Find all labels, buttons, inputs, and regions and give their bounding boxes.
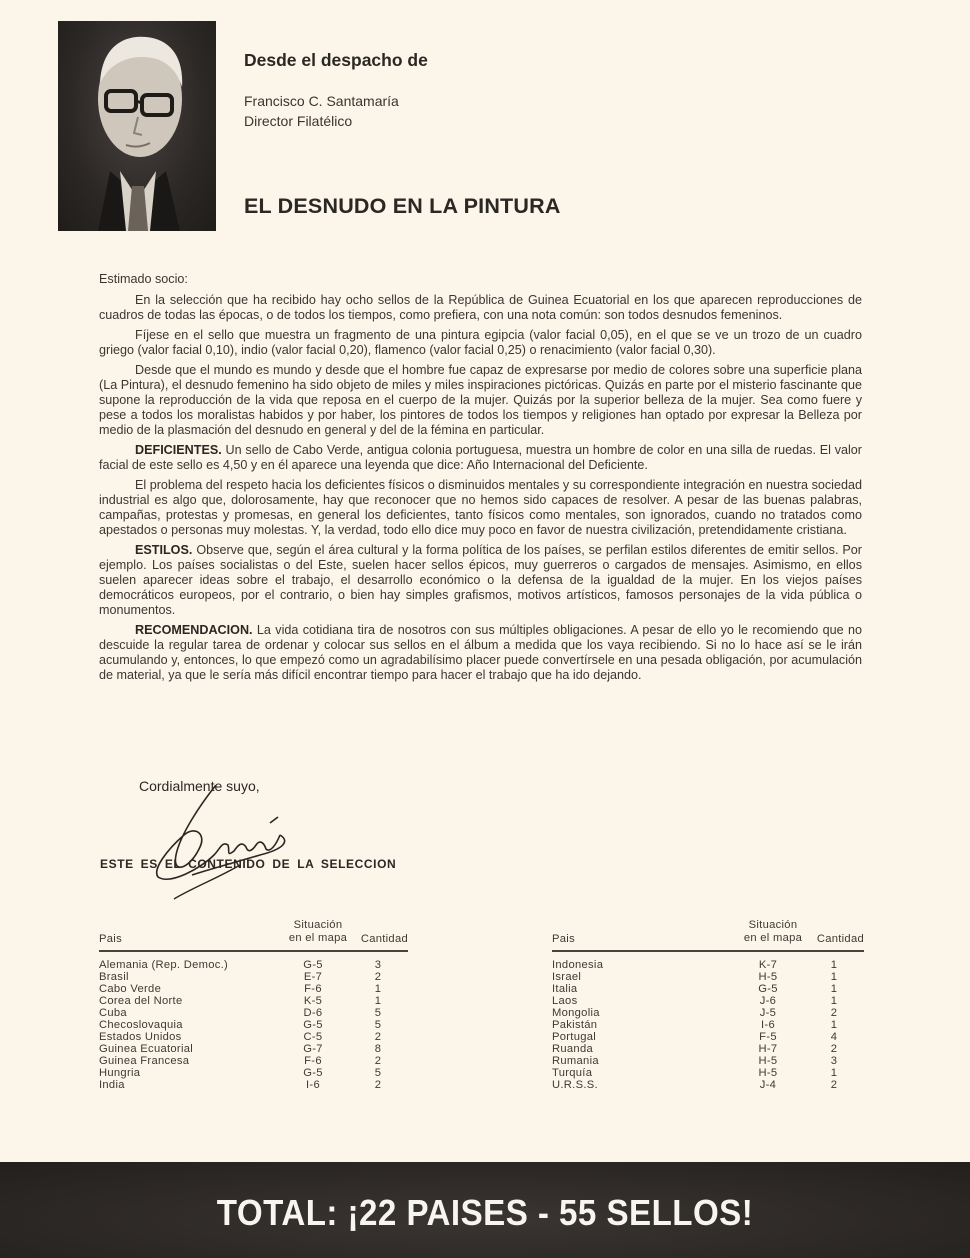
- location-cell: G-5: [303, 1067, 323, 1079]
- paragraph-text: En la selección que ha recibido hay ocho sellos de la República de Guinea Ecuatorial en los que aparecen reproducciones de cuadros de todas las épocas, o de todos los tiempos, como prefiera, con una nota común: son todos desnudos femeninos.: [99, 293, 862, 322]
- table-row: [99, 1031, 408, 1043]
- quantity-cell: 2: [830, 1043, 838, 1055]
- table-row: [99, 1067, 408, 1079]
- table-row: [552, 959, 864, 971]
- country-cell: Rumania: [552, 1055, 599, 1067]
- location-cell: F-6: [304, 983, 322, 995]
- col-quantity: Cantidad: [816, 933, 864, 945]
- country-cell: Ruanda: [552, 1043, 593, 1055]
- quantity-cell: 4: [830, 1031, 838, 1043]
- country-cell: U.R.S.S.: [552, 1079, 598, 1091]
- table-row: [552, 983, 864, 995]
- greeting: Estimado socio:: [99, 272, 188, 286]
- header-rule: [552, 950, 864, 952]
- col-location-line1: Situación: [748, 919, 798, 931]
- letter-body: [99, 272, 862, 688]
- paragraph-lead: ESTILOS.: [135, 543, 193, 557]
- location-cell: H-7: [758, 1043, 778, 1055]
- contents-table-left: [99, 918, 408, 1091]
- quantity-cell: 3: [830, 1055, 838, 1067]
- quantity-cell: 5: [374, 1067, 382, 1079]
- table-row: [99, 1007, 408, 1019]
- quantity-cell: 8: [374, 1043, 382, 1055]
- paragraph: [99, 363, 862, 438]
- paragraph-text: Observe que, según el área cultural y la forma política de los países, se perfilan estilos diferentes de emitir sellos. Por ejemplo. Los países socialistas o del Este, suelen hacer sellos épicos, muy guerreros o cargados de mensajes. Asimismo, en ellos suelen aparecer ideas sobre el trabajo, el desarrollo económico o la defensa de la igualdad de la mujer. En los viejos países democráticos europeos, por el contrario, o bien hay simples grafismos, motivos artísticos, famosos personajes de la vida pública o monumentos.: [99, 543, 862, 617]
- quantity-cell: 1: [374, 995, 382, 1007]
- table-row: [552, 1019, 864, 1031]
- location-cell: J-6: [759, 995, 777, 1007]
- country-cell: India: [99, 1079, 125, 1091]
- quantity-cell: 1: [830, 1019, 838, 1031]
- country-cell: Brasil: [99, 971, 129, 983]
- table-header: [552, 918, 864, 945]
- quantity-cell: 1: [830, 959, 838, 971]
- country-cell: Turquía: [552, 1067, 593, 1079]
- country-cell: Alemania (Rep. Democ.): [99, 959, 229, 971]
- paragraph: [99, 623, 862, 683]
- table-row: [552, 1067, 864, 1079]
- paragraph-text: Un sello de Cabo Verde, antigua colonia portuguesa, muestra un hombre de color en una silla de ruedas. El valor facial de este sello es 4,50 y en él aparece una leyenda que dice: Año Internacional del Deficiente.: [99, 443, 862, 472]
- country-cell: Cabo Verde: [99, 983, 162, 995]
- location-cell: K-7: [758, 959, 778, 971]
- location-cell: G-7: [303, 1043, 323, 1055]
- quantity-cell: 5: [374, 1019, 382, 1031]
- table-row: [99, 959, 408, 971]
- quantity-cell: 1: [830, 995, 838, 1007]
- table-row: [99, 995, 408, 1007]
- portrait-photo: [58, 21, 216, 231]
- country-cell: Hungria: [99, 1067, 141, 1079]
- paragraph-text: Desde que el mundo es mundo y desde que el hombre fue capaz de expresarse por medio de colores sobre una superficie plana (La Pintura), el desnudo femenino ha sido objeto de miles y miles inspiraciones pictóricas. Quizás en parte por el misterio fascinante que supone la reproducción de la vida que reposa en el cuerpo de la mujer. Quizás por la superior belleza de la mujer. Sea como fuere y pese a todos los moralistas habidos y por haber, los pintores de todos los tiempos y religiones han optado por expresar la Belleza por medio de la plasmación del desnudo en general y del de la fémina en particular.: [99, 363, 862, 437]
- sender-block: [244, 91, 399, 131]
- location-cell: H-5: [758, 971, 778, 983]
- location-cell: D-6: [303, 1007, 323, 1019]
- location-cell: C-5: [303, 1031, 323, 1043]
- location-cell: F-6: [304, 1055, 322, 1067]
- col-country: Pais: [552, 933, 575, 945]
- location-cell: G-5: [303, 959, 323, 971]
- table-row: [99, 1043, 408, 1055]
- col-location: [738, 919, 808, 945]
- country-cell: Italia: [552, 983, 578, 995]
- table-row: [552, 971, 864, 983]
- table-row: [552, 1043, 864, 1055]
- country-cell: Corea del Norte: [99, 995, 183, 1007]
- col-location-line2: en el mapa: [288, 932, 348, 944]
- document-title: EL DESNUDO EN LA PINTURA: [244, 194, 561, 218]
- location-cell: I-6: [761, 1019, 775, 1031]
- country-cell: Indonesia: [552, 959, 604, 971]
- location-cell: K-5: [303, 995, 323, 1007]
- col-location-line2: en el mapa: [743, 932, 803, 944]
- total-banner: [0, 1162, 970, 1258]
- quantity-cell: 5: [374, 1007, 382, 1019]
- table-row: [552, 1055, 864, 1067]
- table-row: [552, 995, 864, 1007]
- signature-icon: [130, 785, 310, 905]
- quantity-cell: 2: [374, 1031, 382, 1043]
- country-cell: Guinea Ecuatorial: [99, 1043, 194, 1055]
- sender-name: Francisco C. Santamaría: [244, 93, 399, 109]
- paragraph: [99, 443, 862, 473]
- quantity-cell: 2: [374, 1079, 382, 1091]
- location-cell: H-5: [758, 1055, 778, 1067]
- table-row: [99, 1019, 408, 1031]
- location-cell: E-7: [303, 971, 323, 983]
- quantity-cell: 2: [830, 1079, 838, 1091]
- location-cell: I-6: [306, 1079, 320, 1091]
- col-location-line1: Situación: [293, 919, 343, 931]
- paragraph: [99, 543, 862, 618]
- country-cell: Israel: [552, 971, 582, 983]
- table-row: [552, 1079, 864, 1091]
- closing-text: Cordialmente suyo,: [139, 778, 260, 794]
- location-cell: G-5: [303, 1019, 323, 1031]
- quantity-cell: 2: [374, 1055, 382, 1067]
- table-row: [99, 1079, 408, 1091]
- quantity-cell: 1: [830, 983, 838, 995]
- sender-role: Director Filatélico: [244, 113, 353, 129]
- paragraph-text: El problema del respeto hacia los deficientes físicos o disminuidos mentales y su correspondiente integración en nuestra sociedad industrial es algo que, dolorosamente, hay que reconocer que no hemos sido capaces de resolver. A pesar de las buenas palabras, campañas, protestas y promesas, en general los deficientes, tanto físicos como mentales, son ignorados, cuando no tratados como apestados o personas muy molestas. Y, la verdad, todo ello dice muy poco en favor de nuestra civilización, pretendidamente cristiana.: [99, 478, 862, 537]
- location-cell: F-5: [759, 1031, 777, 1043]
- country-cell: Pakistán: [552, 1019, 598, 1031]
- country-cell: Cuba: [99, 1007, 127, 1019]
- paragraph-lead: DEFICIENTES.: [135, 443, 222, 457]
- table-body: [552, 959, 864, 1091]
- table-body: [99, 959, 408, 1091]
- total-text: TOTAL: ¡22 PAISES - 55 SELLOS!: [216, 1192, 754, 1233]
- location-cell: J-5: [759, 1007, 777, 1019]
- quantity-cell: 1: [830, 1067, 838, 1079]
- country-cell: Guinea Francesa: [99, 1055, 190, 1067]
- contents-table-right: [552, 918, 864, 1091]
- contents-heading: ESTE ES EL CONTENIDO DE LA SELECCION: [100, 857, 397, 871]
- country-cell: Estados Unidos: [99, 1031, 182, 1043]
- table-row: [99, 983, 408, 995]
- table-row: [552, 1031, 864, 1043]
- location-cell: G-5: [758, 983, 778, 995]
- location-cell: H-5: [758, 1067, 778, 1079]
- quantity-cell: 2: [374, 971, 382, 983]
- location-cell: J-4: [759, 1079, 777, 1091]
- paragraph-text: Fíjese en el sello que muestra un fragmento de una pintura egipcia (valor facial 0,05), en el que se ve un trozo de un cuadro griego (valor facial 0,10), indio (valor facial 0,20), flamenco (valor facial 0,25) o renacimiento (valor facial 0,30).: [99, 328, 862, 357]
- paragraph: [99, 293, 862, 323]
- paragraph-lead: RECOMENDACION.: [135, 623, 253, 637]
- quantity-cell: 1: [374, 983, 382, 995]
- paragraph: [99, 328, 862, 358]
- col-location: [283, 919, 353, 945]
- quantity-cell: 3: [374, 959, 382, 971]
- col-quantity: Cantidad: [360, 933, 408, 945]
- table-header: [99, 918, 408, 945]
- country-cell: Mongolia: [552, 1007, 600, 1019]
- table-row: [99, 971, 408, 983]
- country-cell: Portugal: [552, 1031, 597, 1043]
- country-cell: Checoslovaquia: [99, 1019, 183, 1031]
- header-rule: [99, 950, 408, 952]
- paragraph-text: La vida cotidiana tira de nosotros con sus múltiples obligaciones. A pesar de ello yo le recomiendo que no descuide la regular tarea de ordenar y colocar sus sellos en el álbum a medida que los vaya recibiendo. Si no lo hace así se le irán acumulando y, entonces, lo que empezó como un agradabilísimo placer puede convertírsele en una pesada obligación, por acumulación de material, ya que le sería más difícil encontrar tiempo para hacer el trabajo que ha ido dejando.: [99, 623, 862, 682]
- from-label: Desde el despacho de: [244, 50, 428, 70]
- table-row: [552, 1007, 864, 1019]
- table-row: [99, 1055, 408, 1067]
- paragraph: [99, 478, 862, 538]
- portrait-illustration: [58, 21, 216, 231]
- quantity-cell: 1: [830, 971, 838, 983]
- col-country: Pais: [99, 933, 122, 945]
- country-cell: Laos: [552, 995, 578, 1007]
- quantity-cell: 2: [830, 1007, 838, 1019]
